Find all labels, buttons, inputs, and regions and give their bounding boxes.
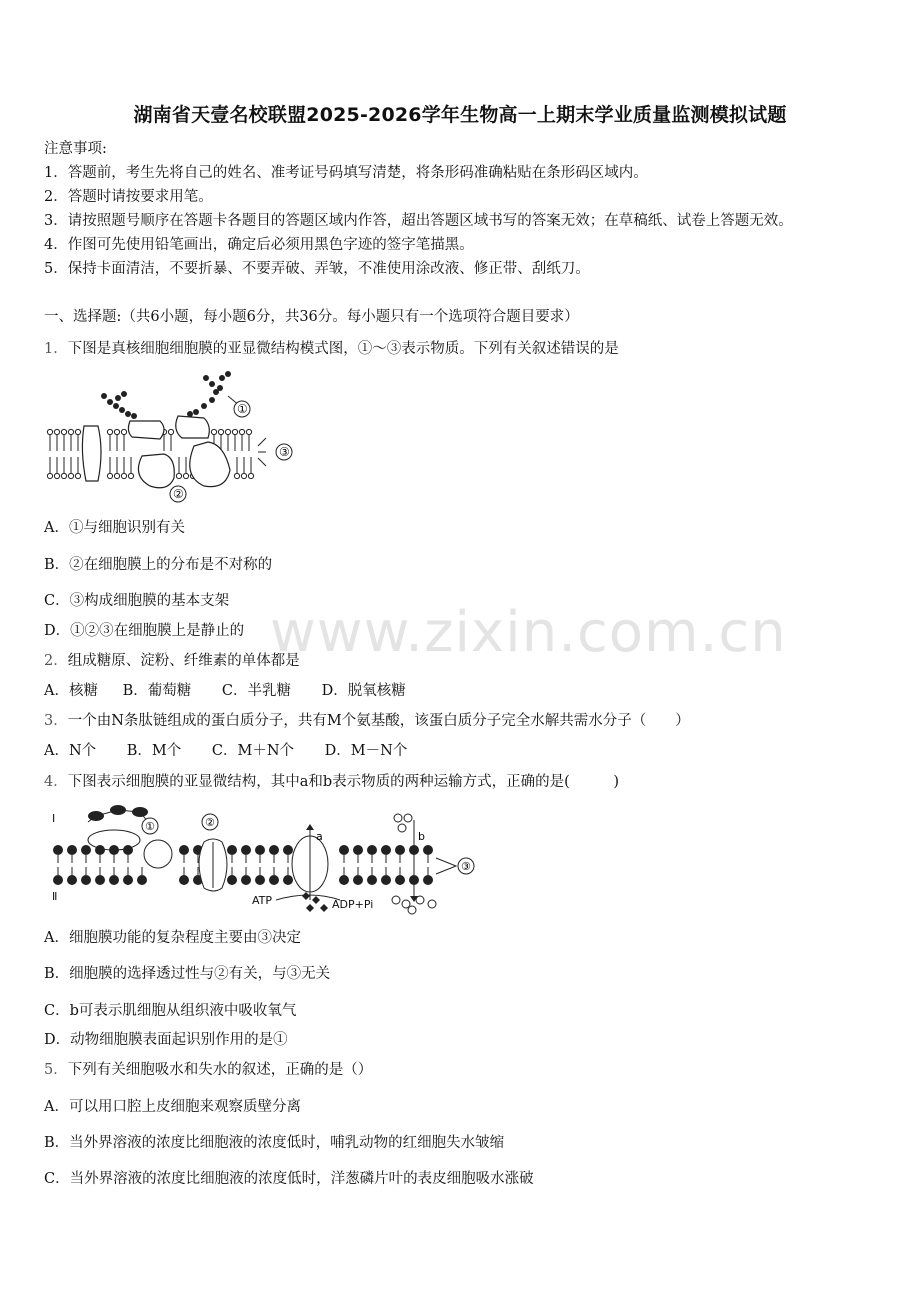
notice-item: 4．作图可先使用铅笔画出，确定后必须用黑色字迹的签字笔描黑。: [44, 237, 474, 253]
question-stem: 下图是真核细胞细胞膜的亚显微结构模式图，①～③表示物质。下列有关叙述错误的是: [67, 341, 619, 357]
option-c: C．当外界溶液的浓度比细胞液的浓度低时，洋葱磷片叶的表皮细胞吸水涨破: [44, 1171, 534, 1187]
figure-label: ③: [461, 860, 471, 873]
question-stem: 组成糖原、淀粉、纤维素的单体都是: [67, 653, 300, 669]
membrane-figure-1: [44, 366, 304, 506]
figure-label: Ⅰ: [52, 812, 56, 825]
option-d: D．脱氧核糖: [321, 683, 406, 699]
notice-item: 3．请按照题号顺序在答题卡各题目的答题区域内作答，超出答题区域书写的答案无效；在草稿纸、试卷上答题无效。: [44, 213, 793, 229]
option-c: C．b可表示肌细胞从组织液中吸收氧气: [44, 1003, 297, 1019]
option-c: C．③构成细胞膜的基本支架: [44, 593, 230, 609]
question-4: [44, 773, 619, 791]
question-1: [44, 340, 619, 358]
option-d: D．①②③在细胞膜上是静止的: [44, 623, 245, 639]
notice-item: 5．保持卡面清洁，不要折暴、不要弄破、弄皱，不准使用涂改液、修正带、刮纸刀。: [44, 261, 590, 277]
figure-label: ADP+Pi: [332, 898, 374, 911]
question-number: 3．: [44, 713, 68, 729]
question-stem: 一个由N条肽链组成的蛋白质分子，共有M个氨基酸，该蛋白质分子完全水解共需水分子（ ）: [67, 713, 690, 729]
option-b: B．M个: [126, 743, 182, 759]
option-b: B．葡萄糖: [122, 683, 192, 699]
figure-label: ②: [173, 487, 184, 501]
notice-heading: 注意事项:: [44, 141, 107, 157]
membrane-figure-2: [44, 800, 484, 920]
question-number: 2．: [44, 653, 68, 669]
option-a: A．可以用口腔上皮细胞来观察质壁分离: [44, 1099, 301, 1115]
option-a: A．N个: [44, 743, 97, 759]
option-b: B．当外界溶液的浓度比细胞液的浓度低时，哺乳动物的红细胞失水皱缩: [44, 1135, 505, 1151]
option-a: A．细胞膜功能的复杂程度主要由③决定: [44, 930, 301, 946]
figure-label: Ⅱ: [52, 890, 58, 903]
question-stem: 下列有关细胞吸水和失水的叙述，正确的是（）: [67, 1062, 373, 1078]
option-a: A．①与细胞识别有关: [44, 520, 185, 536]
option-b: B．②在细胞膜上的分布是不对称的: [44, 557, 273, 573]
figure-label: ②: [205, 816, 215, 829]
figure-label: ①: [237, 402, 248, 416]
figure-label: a: [316, 830, 323, 843]
question-stem: 下图表示细胞膜的亚显微结构，其中a和b表示物质的两种运输方式，正确的是( ): [67, 774, 619, 790]
section-heading: 一、选择题:（共6小题，每小题6分，共36分。每小题只有一个选项符合题目要求）: [44, 309, 579, 325]
option-d: D．M－N个: [324, 743, 408, 759]
option-b: B．细胞膜的选择透过性与②有关，与③无关: [44, 966, 331, 982]
option-d: D．动物细胞膜表面起识别作用的是①: [44, 1032, 288, 1048]
option-a: A．核糖: [44, 683, 98, 699]
figure-label: b: [418, 830, 425, 843]
page-title: 湖南省天壹名校联盟2025-2026学年生物高一上期末学业质量监测模拟试题: [133, 104, 787, 126]
inline-options: [44, 742, 407, 760]
option-c: C．半乳糖: [221, 683, 291, 699]
figure-label: ①: [145, 820, 155, 833]
notice-item: 2．答题时请按要求用笔。: [44, 189, 213, 205]
question-2: [44, 652, 300, 670]
question-number: 5．: [44, 1062, 68, 1078]
question-number: 4．: [44, 774, 68, 790]
question-3: [44, 712, 690, 730]
watermark: www.zixin.com.cn: [270, 600, 787, 665]
figure-label: ATP: [252, 894, 273, 907]
question-5: [44, 1061, 372, 1079]
inline-options: [44, 682, 406, 700]
notice-item: 1．答题前，考生先将自己的姓名、准考证号码填写清楚，将条形码准确粘贴在条形码区域内。: [44, 165, 648, 181]
figure-label: ③: [279, 445, 290, 459]
question-number: 1．: [44, 341, 68, 357]
option-c: C．M＋N个: [211, 743, 295, 759]
